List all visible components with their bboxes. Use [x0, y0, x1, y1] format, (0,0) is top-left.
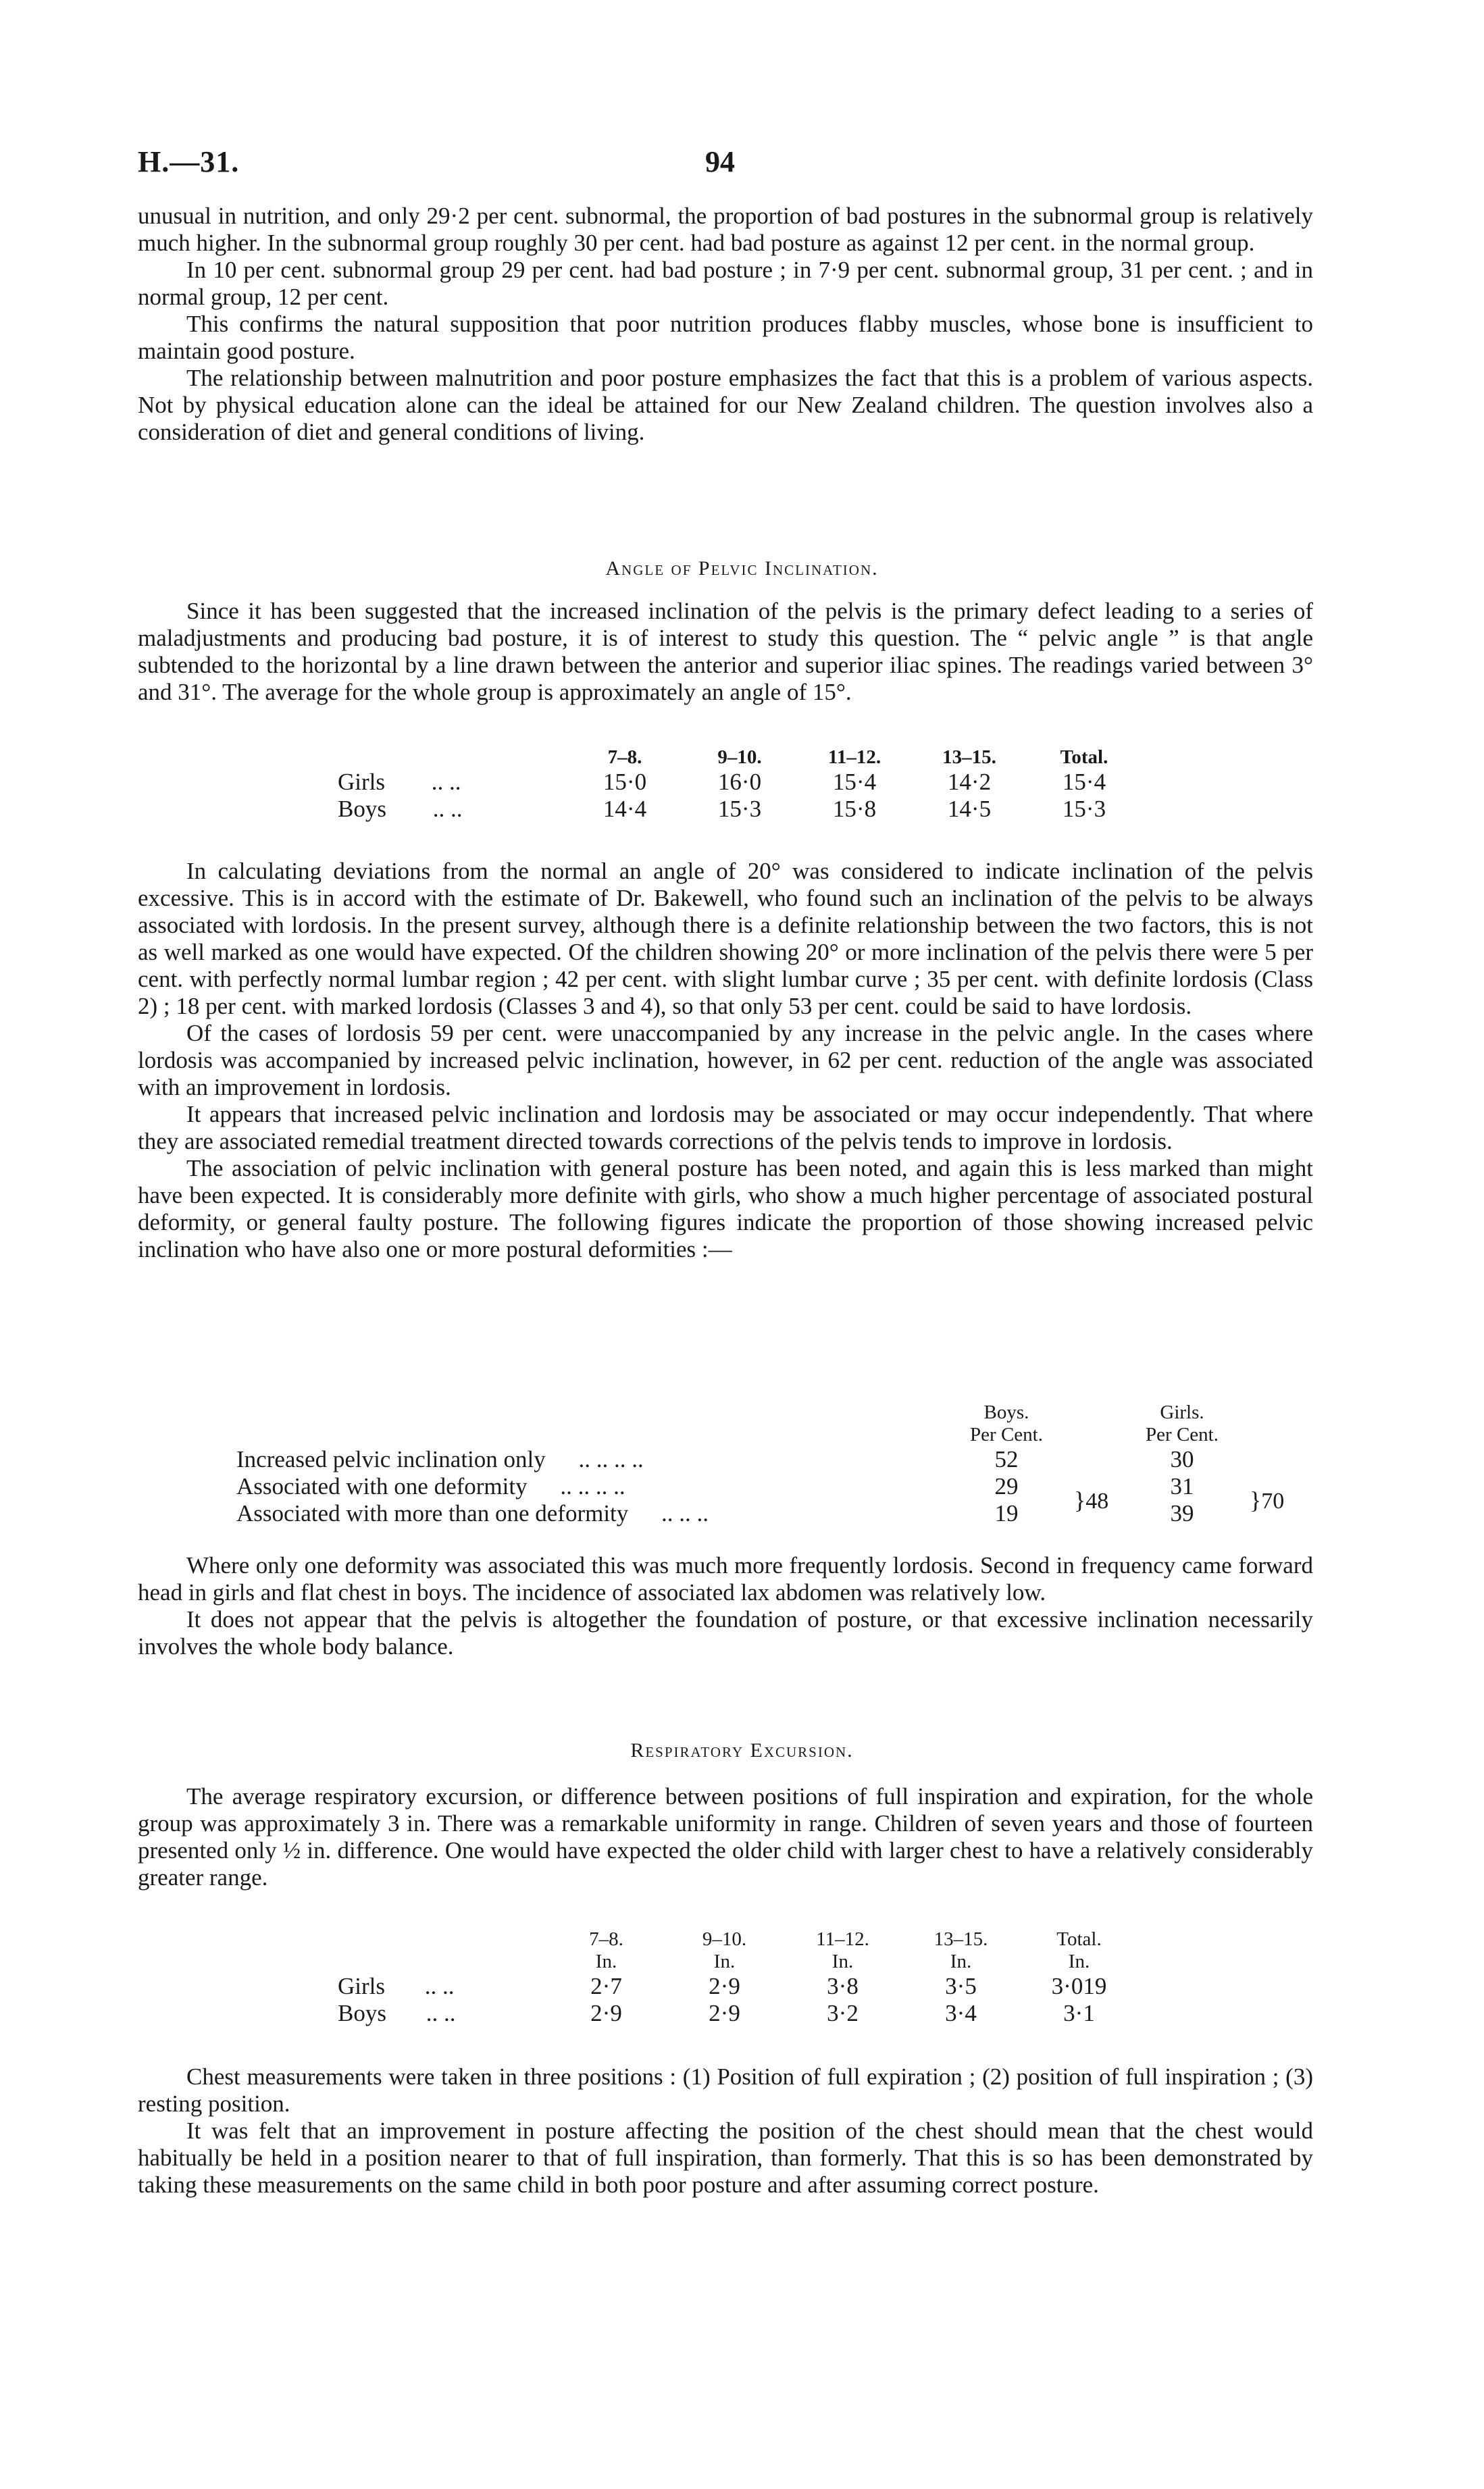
section-heading-respiratory: Respiratory Excursion. — [630, 1739, 854, 1762]
row-label: Associated with more than one deformity — [236, 1500, 629, 1526]
pelvic-intro — [138, 598, 1313, 706]
table-cell: 3·5 — [945, 1973, 977, 1999]
table-cell: 2·7 — [590, 1973, 622, 1999]
table-cell: 39 — [1170, 1500, 1194, 1526]
leader-dots: .. .. .. .. — [578, 1446, 644, 1472]
table-cell: 19 — [994, 1500, 1019, 1526]
paragraph: unusual in nutrition, and only 29·2 per cent. subnormal, the proportion of bad postures in the subnormal group is relatively much higher. In the subnormal group roughly 30 per cent. had bad posture as against 12 per cent. in the normal group. — [138, 203, 1313, 256]
brace-symbol: } — [1074, 1487, 1086, 1514]
paragraph: The average respiratory excursion, or difference between positions of full inspiration and expiration, for the whole group was approximately 3 in. There was a remarkable uniformity in range. Children of seven years and those of fourteen presented only ½ in. difference. One would have expected the older child with larger chest to have a relatively considerably greater range. — [138, 1783, 1313, 1891]
respiratory-discussion — [138, 2063, 1313, 2199]
table-row — [338, 796, 1142, 823]
table-cell: 14·4 — [603, 796, 647, 822]
column-header: 11–12. — [816, 1928, 869, 1950]
paragraph: The association of pelvic inclination with general posture has been noted, and again this is less marked than might have been expected. It is considerably more definite with girls, who show a much higher percentage of associated postural deformity, or general faulty posture. The following figures indicate the proportion of those showing increased pelvic inclination who have also one or more postural deformities :— — [138, 1155, 1313, 1262]
combined-value: 48 — [1085, 1489, 1109, 1514]
unit-label: Per Cent. — [1146, 1424, 1219, 1445]
paragraph: It does not appear that the pelvis is altogether the foundation of posture, or that excessive inclination necessarily involves the whole body balance. — [138, 1606, 1313, 1660]
column-header: 9–10. — [702, 1928, 747, 1950]
column-header: 13–15. — [942, 746, 996, 768]
table-cell: 3·019 — [1051, 1973, 1107, 1999]
table-cell: 14·5 — [947, 796, 992, 822]
paragraph: The relationship between malnutrition and poor posture emphasizes the fact that this is a problem of various aspects. Not by physical education alone can the ideal be attained for our New Zealand children. The question involves also a consideration of diet and general conditions of living. — [138, 365, 1313, 445]
leader-dots: .. .. .. — [661, 1500, 709, 1526]
leader-dots: .. .. .. .. — [560, 1473, 625, 1499]
table-row — [338, 769, 1142, 796]
document-reference: H.—31. — [138, 145, 240, 178]
table-cell: 15·0 — [603, 769, 647, 795]
row-label: Increased pelvic inclination only — [236, 1446, 546, 1472]
table-cell: 14·2 — [947, 769, 992, 795]
leader-dots: .. .. — [431, 769, 461, 795]
row-label: Boys — [338, 2000, 386, 2026]
paragraph: Chest measurements were taken in three positions : (1) Position of full expiration ; (2) position of full inspiration ; (3) resting position. — [138, 2063, 1313, 2117]
bracket-group — [1074, 1473, 1115, 1527]
table-cell: 3·8 — [827, 1973, 859, 1999]
table-header-row — [338, 1928, 1138, 1951]
paragraph: This confirms the natural supposition that poor nutrition produces flabby muscles, whose bone is insufficient to maintain good posture. — [138, 311, 1313, 364]
table-row — [236, 1473, 1290, 1500]
combined-value: 70 — [1261, 1489, 1285, 1514]
paragraph: Where only one deformity was associated this was much more frequently lordosis. Second in frequency came forward head in girls and flat chest in boys. The incidence of associated lax abdomen was relatively low. — [138, 1552, 1313, 1606]
bracket-group — [1250, 1473, 1290, 1527]
row-label: Boys — [338, 796, 386, 822]
table-cell: 31 — [1170, 1473, 1194, 1499]
table-cell: 2·9 — [590, 2000, 622, 2026]
paragraph: In 10 per cent. subnormal group 29 per cent. had bad posture ; in 7·9 per cent. subnormal group, 31 per cent. ; and in normal group, 12 per cent. — [138, 257, 1313, 310]
unit-label: In. — [595, 1951, 617, 1972]
pelvic-closing — [138, 1552, 1313, 1660]
table-cell: 16·0 — [717, 769, 762, 795]
brace-symbol: } — [1250, 1487, 1262, 1514]
unit-label: In. — [831, 1951, 854, 1972]
column-header-girls: Girls. — [1160, 1402, 1204, 1423]
table-header-row — [236, 1402, 1290, 1424]
table-cell: 3·4 — [945, 2000, 977, 2026]
section-heading-pelvic: Angle of Pelvic Inclination. — [605, 557, 879, 580]
paragraph: In calculating deviations from the normal an angle of 20° was considered to indicate inclination of the pelvis excessive. This is in accord with the estimate of Dr. Bakewell, who found such an inclination of the pelvis to be always associated with lordosis. In the present survey, although there is a definite relationship between the two factors, this is not as well marked as one would have expected. Of the children showing 20° or more inclination of the pelvis there were 5 per cent. with perfectly normal lumbar region ; 42 per cent. with slight lumbar curve ; 35 per cent. with definite lordosis (Class 2) ; 18 per cent. with marked lordosis (Classes 3 and 4), so that only 53 per cent. could be said to have lordosis. — [138, 858, 1313, 1019]
row-label: Girls — [338, 769, 385, 795]
leader-dots: .. .. — [432, 796, 463, 822]
table-cell: 3·1 — [1063, 2000, 1095, 2026]
pelvic-angle-table — [338, 746, 1142, 823]
table-cell: 2·9 — [709, 1973, 740, 1999]
leader-dots: .. .. — [426, 2000, 456, 2026]
row-label: Associated with one deformity — [236, 1473, 528, 1499]
page-number: 94 — [705, 145, 735, 178]
unit-label: In. — [713, 1951, 736, 1972]
table-cell: 15·4 — [1062, 769, 1106, 795]
table-cell: 29 — [994, 1473, 1019, 1499]
column-header: Total. — [1056, 1928, 1102, 1950]
unit-label: In. — [950, 1951, 972, 1972]
column-header: 7–8. — [589, 1928, 623, 1950]
table-cell: 15·4 — [832, 769, 877, 795]
table-header-row — [338, 746, 1142, 769]
table-unit-row — [338, 1951, 1138, 1973]
column-header: 11–12. — [827, 746, 881, 768]
paragraph: It was felt that an improvement in posture affecting the position of the chest should mean that the chest would habitually be held in a position nearer to that of full inspiration, than formerly. That this is so has been demonstrated by taking these measurements on the same child in both poor posture and after assuming correct posture. — [138, 2118, 1313, 2198]
table-unit-row — [236, 1424, 1290, 1446]
table-cell: 52 — [994, 1446, 1019, 1472]
column-header-boys: Boys. — [983, 1402, 1029, 1423]
respiratory-table — [338, 1928, 1138, 2027]
column-header: 13–15. — [933, 1928, 988, 1950]
paragraph: It appears that increased pelvic inclination and lordosis may be associated or may occur independently. That where they are associated remedial treatment directed towards corrections of the pelvis tends to improve in lordosis. — [138, 1101, 1313, 1154]
deformity-table — [236, 1402, 1290, 1527]
table-cell: 15·8 — [832, 796, 877, 822]
intro-text — [138, 203, 1313, 446]
table-row — [236, 1500, 1290, 1527]
table-row — [338, 2000, 1138, 2027]
unit-label: In. — [1068, 1951, 1090, 1972]
table-row — [338, 1973, 1138, 2000]
pelvic-discussion — [138, 858, 1313, 1263]
table-cell: 15·3 — [1062, 796, 1106, 822]
paragraph: Of the cases of lordosis 59 per cent. were unaccompanied by any increase in the pelvic angle. In the cases where lordosis was accompanied by increased pelvic inclination, however, in 62 per cent. reduction of the angle was associated with an improvement in lordosis. — [138, 1020, 1313, 1100]
column-header: Total. — [1060, 746, 1108, 768]
unit-label: Per Cent. — [970, 1424, 1043, 1445]
table-cell: 15·3 — [717, 796, 762, 822]
paragraph: Since it has been suggested that the increased inclination of the pelvis is the primary defect leading to a series of maladjustments and producing bad posture, it is of interest to study this question. The “ pelvic angle ” is that angle subtended to the horizontal by a line drawn between the anterior and superior iliac spines. The readings varied between 3° and 31°. The average for the whole group is approximately an angle of 15°. — [138, 598, 1313, 705]
table-row — [236, 1446, 1290, 1473]
leader-dots: .. .. — [424, 1973, 455, 1999]
table-cell: 30 — [1170, 1446, 1194, 1472]
column-header: 7–8. — [607, 746, 642, 768]
column-header: 9–10. — [717, 746, 762, 768]
row-label: Girls — [338, 1973, 385, 1999]
table-cell: 3·2 — [827, 2000, 859, 2026]
table-cell: 2·9 — [709, 2000, 740, 2026]
respiratory-intro — [138, 1783, 1313, 1891]
